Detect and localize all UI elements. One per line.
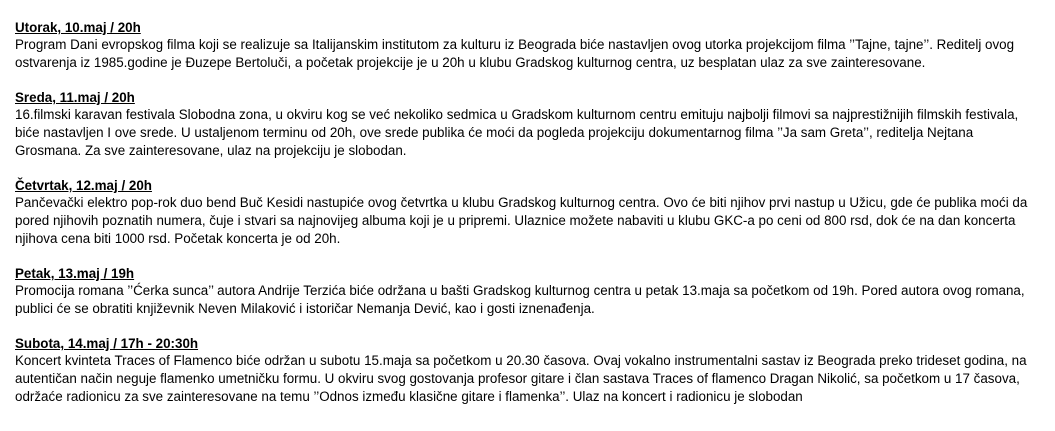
event-saturday (15, 335, 1041, 406)
event-heading: Četvrtak, 12.maj / 20h (15, 178, 152, 193)
event-heading: Sreda, 11.maj / 20h (15, 90, 135, 105)
event-description: Koncert kvinteta Traces of Flamenco biće održan u subotu 15.maja sa početkom u 20.30 časova. Ovaj vokalno instrumentalni sastav iz Beograda preko trideset godina, na autentičan način neguje flamenko umetničku formu. U okviru svog gostovanja profesor gitare i član sastava Traces of flamenco Dragan Nikolić, sa početkom u 17 časova, održaće radionicu za sve zainteresovane na temu ’’Odnos između klasične gitare i flamenka’’. Ulaz na koncert i radionicu je slobodan (15, 353, 1027, 404)
event-description: Promocija romana ’’Ćerka sunca’’ autora Andrije Terzića biće održana u bašti Gradskog kulturnog centra u petak 13.maja sa početkom od 19h. Pored autora ovog romana, publici će se obratiti književnik Neven Milaković i istoričar Nemanja Dević, kao i gosti iznenađenja. (15, 283, 1025, 316)
event-description: 16.filmski karavan festivala Slobodna zona, u okviru kog se već nekoliko sedmica u Gradskom kulturnom centru emituju najbolji filmovi sa najprestižnijih filmskih festivala, biće nastavljen I ove srede. U ustaljenom terminu od 20h, ove srede publika će moći da pogleda projekciju dokumentarnog filma ’’Ja sam Greta’’, reditelja Nejtana Grosmana. Za sve zainteresovane, ulaz na projekciju je slobodan. (15, 107, 1019, 158)
event-description: Program Dani evropskog filma koji se realizuje sa Italijanskim institutom za kulturu iz Beograda biće nastavljen ovog utorka projekcijom filma ’’Tajne, tajne’’. Reditelj ovog ostvarenja iz 1985.godine je Đuzepe Bertoluči, a početak projekcije je u 20h u klubu Gradskog kulturnog centra, uz besplatan ulaz za sve zainteresovane. (15, 37, 1015, 70)
event-heading: Petak, 13.maj / 19h (15, 266, 135, 281)
event-description: Pančevački elektro pop-rok duo bend Buč Kesidi nastupiće ovog četvrtka u klubu Gradskog kulturnog centra. Ovo će biti njihov prvi nastup u Užicu, gde će publika moći da pored njihovih poznatih numera, čuje i stvari sa najnovijeg albuma koji je u pripremi. Ulaznice možete nabaviti u klubu GKC-a po ceni od 800 rsd, dok će na dan koncerta njihova cena biti 1000 rsd. Početak koncerta je od 20h. (15, 195, 1028, 246)
event-wednesday (15, 89, 1041, 160)
event-friday (15, 265, 1041, 318)
event-tuesday (15, 19, 1041, 72)
event-heading: Utorak, 10.maj / 20h (15, 20, 141, 35)
event-heading: Subota, 14.maj / 17h - 20:30h (15, 336, 199, 351)
event-thursday (15, 177, 1041, 248)
